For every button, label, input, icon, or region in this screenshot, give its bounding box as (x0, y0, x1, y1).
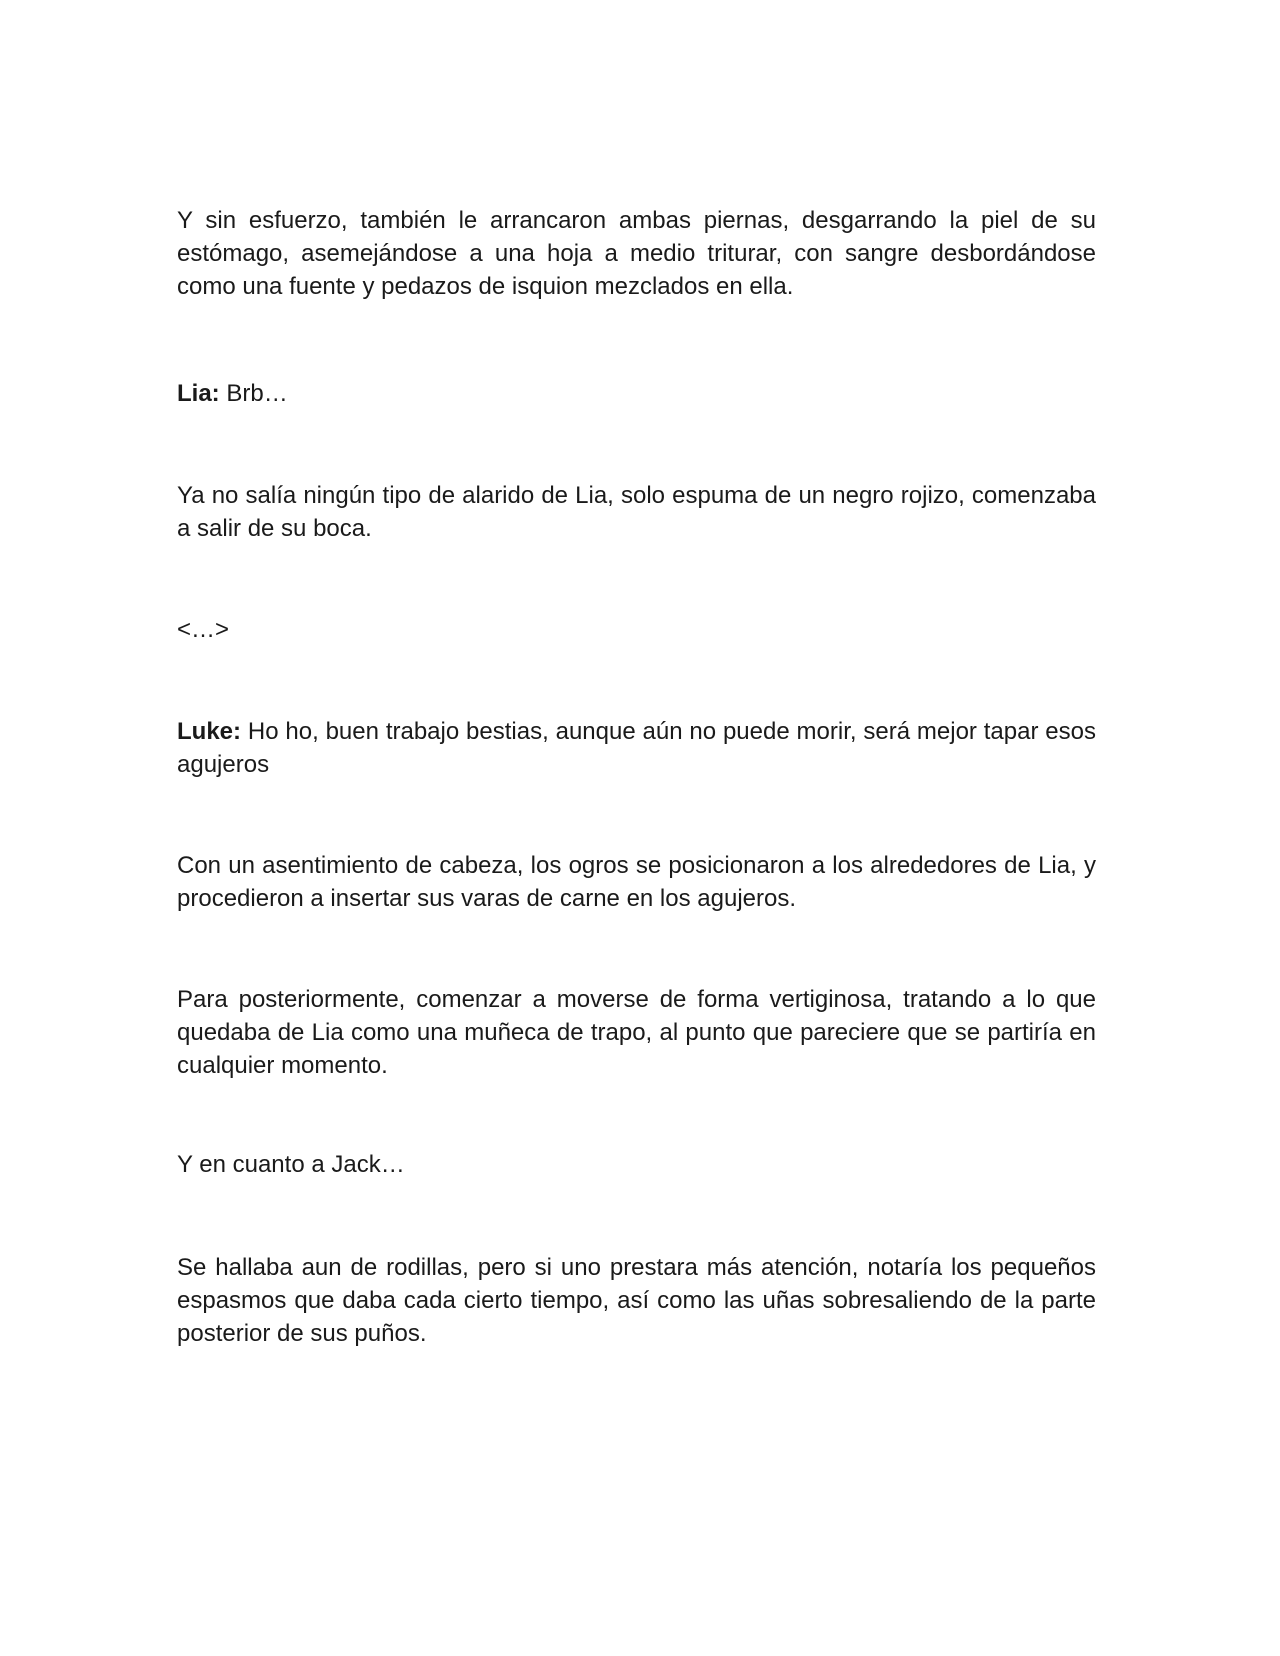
paragraph-ogres (177, 849, 1096, 915)
speaker-name: Lia: (177, 380, 220, 407)
paragraph-text: Ya no salía ningún tipo de alarido de Lia, solo espuma de un negro rojizo, comenzaba a salir de su boca. (177, 482, 1096, 542)
paragraph-text: Se hallaba aun de rodillas, pero si uno prestara más atención, notaría los pequeños espasmos que daba cada cierto tiempo, así como las uñas sobresaliendo de la parte posterior de sus puños. (177, 1254, 1096, 1347)
paragraph-foam (177, 479, 1096, 545)
paragraph-jack (177, 1148, 1096, 1181)
dialogue-text: Ho ho, buen trabajo bestias, aunque aún no puede morir, será mejor tapar esos agujeros (177, 718, 1096, 778)
paragraph-leg-tearing (177, 204, 1096, 303)
speaker-name: Luke: (177, 718, 242, 745)
paragraph-movement (177, 983, 1096, 1082)
paragraph-text: Y en cuanto a Jack… (177, 1151, 405, 1178)
scene-break-marker (177, 613, 1096, 646)
dialogue-lia (177, 377, 1096, 410)
paragraph-text: Para posteriormente, comenzar a moverse de forma vertiginosa, tratando a lo que quedaba de Lia como una muñeca de trapo, al punto que pareciere que se partiría en cualquier momento. (177, 986, 1096, 1079)
paragraph-text: Y sin esfuerzo, también le arrancaron ambas piernas, desgarrando la piel de su estómago, asemejándose a una hoja a medio triturar, con sangre desbordándose como una fuente y pedazos de isquion mezclados en ella. (177, 207, 1096, 300)
dialogue-luke (177, 715, 1096, 781)
dialogue-text: Brb… (219, 380, 288, 407)
paragraph-kneeling (177, 1251, 1096, 1350)
paragraph-text: Con un asentimiento de cabeza, los ogros se posicionaron a los alrededores de Lia, y procedieron a insertar sus varas de carne en los agujeros. (177, 852, 1096, 912)
paragraph-text: <…> (177, 616, 230, 643)
